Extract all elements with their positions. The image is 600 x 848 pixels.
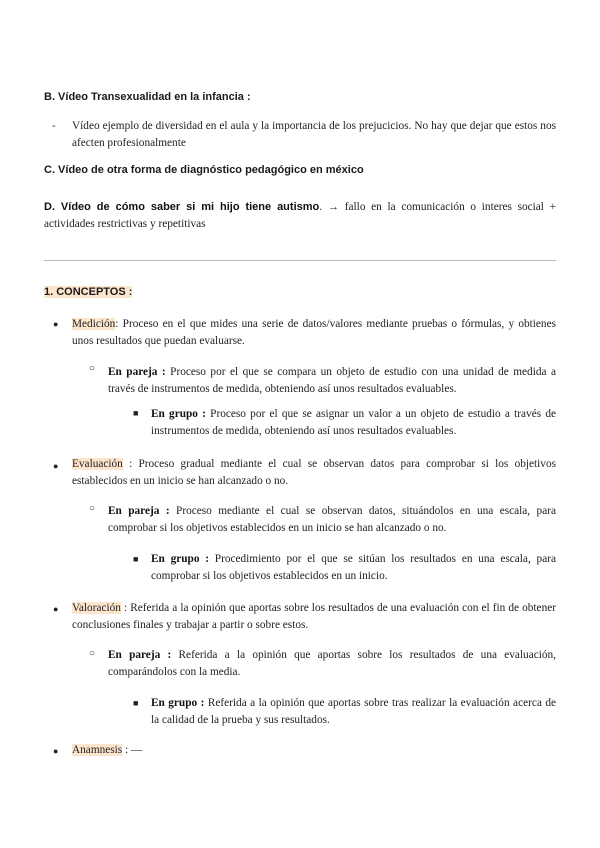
group-label-valoracion: En grupo : — [151, 697, 205, 709]
heading-c: C. Vídeo de otra forma de diagnóstico pedagógico en méxico — [44, 164, 364, 176]
term-evaluacion: Evaluación — [72, 458, 123, 470]
definition-evaluacion: : Proceso gradual mediante el cual se observan datos para comprobar si los objetivos establecidos en un inicio se han alcanzado o no. — [72, 458, 556, 487]
group-evaluacion — [151, 551, 556, 585]
d-text: . → fallo en la comunicación o interes social + actividades restrictivas y repetitivas — [44, 201, 557, 230]
heading-d: D. Vídeo de cómo saber si mi hijo tiene autismo — [44, 201, 320, 213]
pair-text-medicion: Proceso por el que se compara un objeto de estudio con una unidad de medida a través de instrumentos de medida, obteniendo así unos resultados evaluables. — [108, 366, 556, 395]
concept-valoracion — [72, 600, 556, 634]
horizontal-divider — [44, 260, 556, 261]
d-paragraph — [44, 199, 556, 233]
circle-marker: ○ — [89, 503, 96, 514]
group-valoracion — [151, 695, 556, 729]
square-marker: ■ — [133, 408, 139, 418]
group-text-evaluacion: Procedimiento por el que se sitúan los resultados en una escala, para comprobar si los objetivos establecidos en un inicio. — [151, 553, 556, 582]
group-label-medicion: En grupo : — [151, 408, 206, 420]
pair-valoracion — [108, 647, 556, 681]
section-title-text: 1. CONCEPTOS : — [44, 286, 133, 298]
dash-marker: - — [52, 120, 56, 132]
concept-medicion — [72, 316, 556, 350]
pair-label-medicion: En pareja : — [108, 366, 166, 378]
bullet-marker: ● — [53, 319, 59, 329]
term-valoracion: Valoración — [72, 602, 121, 614]
bullet-marker: ● — [53, 604, 59, 614]
bullet-marker: ● — [53, 461, 59, 471]
term-anamnesis: Anamnesis — [72, 744, 123, 756]
term-medicion: Medición — [72, 318, 116, 330]
definition-valoracion: : Referida a la opinión que aportas sobre los resultados de una evaluación con el fin de obtener conclusiones finales y trabajar a partir o sobre estos. — [72, 602, 556, 631]
definition-anamnesis: : — — [122, 744, 143, 756]
group-label-evaluacion: En grupo : — [151, 553, 210, 565]
concept-anamnesis — [72, 742, 556, 759]
definition-medicion: : Proceso en el que mides una serie de datos/valores mediante pruebas o fórmulas, y obtienes unos resultados que puedan evaluarse. — [72, 318, 556, 347]
section-title — [44, 286, 132, 298]
square-marker: ■ — [133, 698, 139, 708]
pair-evaluacion — [108, 503, 556, 537]
pair-label-evaluacion: En pareja : — [108, 505, 170, 517]
b-list-item: Vídeo ejemplo de diversidad en el aula y la importancia de los prejucicios. No hay que dejar que estos nos afecten profesionalmente — [72, 120, 556, 149]
group-text-valoracion: Referida a la opinión que aportas sobre tras realizar la evaluación acerca de la calidad de la prueba y sus resultados. — [151, 697, 557, 726]
pair-text-valoracion: Referida a la opinión que aportas sobre los resultados de una evaluación, comparándolos con la media. — [108, 649, 556, 678]
pair-text-evaluacion: Proceso mediante el cual se observan datos, situándolos en una escala, para comprobar si los objetivos establecidos en un inicio se han alcanzado o no. — [108, 505, 556, 534]
bullet-marker: ● — [53, 746, 59, 756]
concept-evaluacion — [72, 456, 556, 490]
pair-medicion — [108, 364, 556, 398]
group-medicion — [151, 406, 556, 440]
pair-label-valoracion: En pareja : — [108, 649, 172, 661]
heading-b: B. Vídeo Transexualidad en la infancia : — [44, 91, 251, 103]
circle-marker: ○ — [89, 363, 96, 374]
group-text-medicion: Proceso por el que se asignar un valor a un objeto de estudio a través de instrumentos de medida, obteniendo así unos resultados evaluables. — [151, 408, 557, 437]
circle-marker: ○ — [89, 648, 96, 659]
square-marker: ■ — [133, 554, 139, 564]
